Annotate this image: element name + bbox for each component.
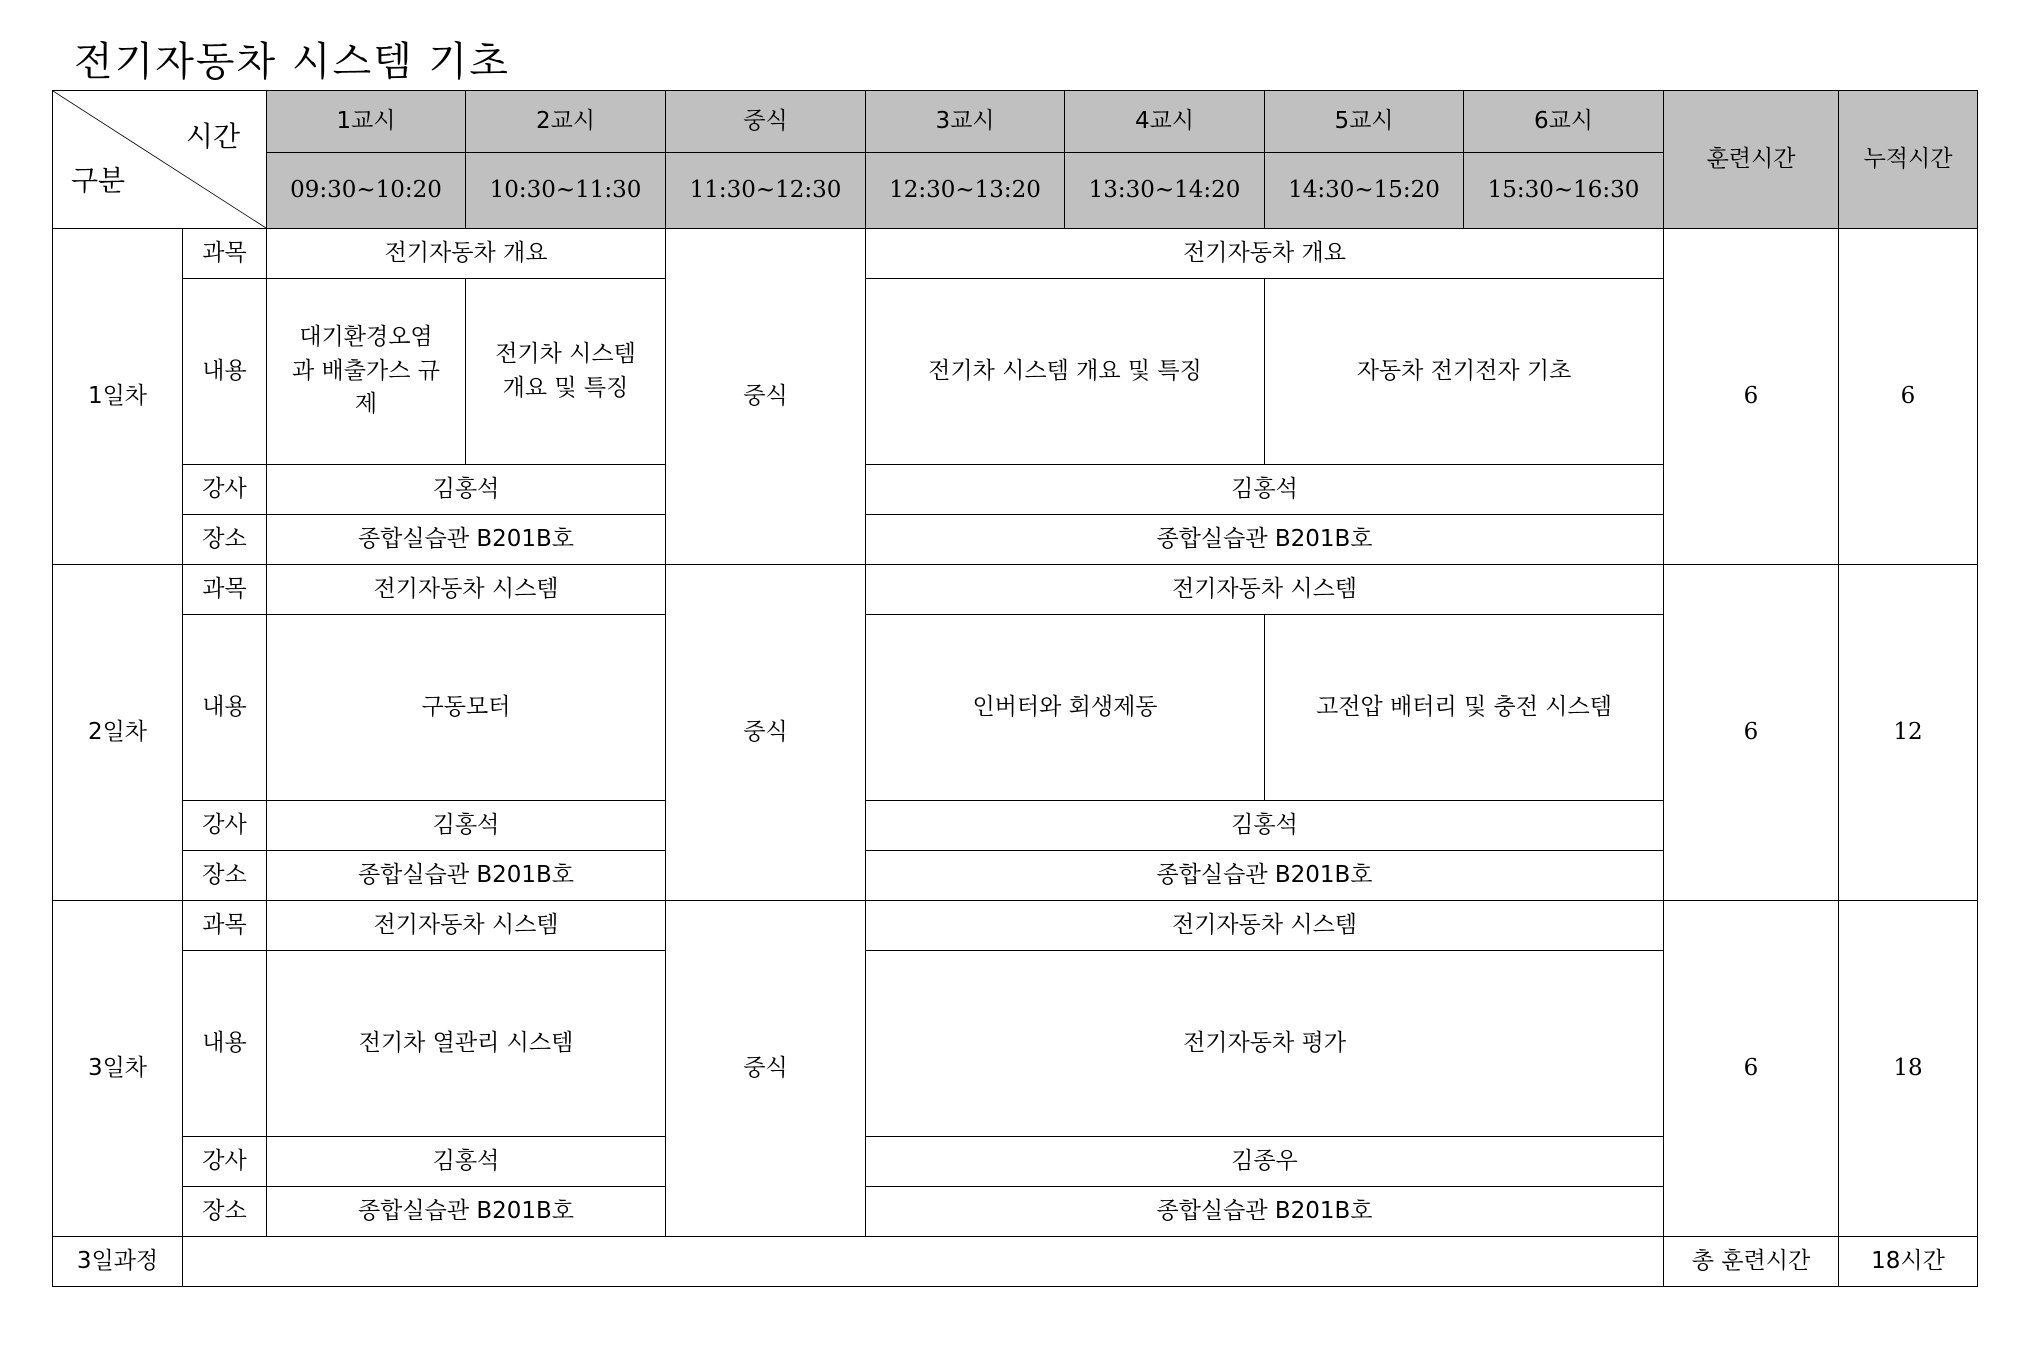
row-label-instructor: 강사 bbox=[183, 465, 267, 515]
pm-instructor: 김종우 bbox=[866, 1137, 1664, 1187]
period-time-6: 15:30~16:30 bbox=[1464, 153, 1664, 229]
period-time-3: 12:30~13:20 bbox=[866, 153, 1065, 229]
row-label-subject: 과목 bbox=[183, 229, 267, 279]
schedule-table bbox=[52, 90, 1978, 1287]
am-place: 종합실습관 B201B호 bbox=[267, 515, 666, 565]
period-name-4: 4교시 bbox=[1065, 91, 1265, 153]
period-name-6: 6교시 bbox=[1464, 91, 1664, 153]
pm-place: 종합실습관 B201B호 bbox=[866, 1187, 1664, 1237]
am-place: 종합실습관 B201B호 bbox=[267, 1187, 666, 1237]
period-time-lunch: 11:30~12:30 bbox=[666, 153, 866, 229]
row-label-instructor: 강사 bbox=[183, 801, 267, 851]
period-time-5: 14:30~15:20 bbox=[1265, 153, 1464, 229]
pm-content-2: 자동차 전기전자 기초 bbox=[1265, 279, 1664, 465]
period-time-2: 10:30~11:30 bbox=[466, 153, 666, 229]
am-instructor: 김홍석 bbox=[267, 465, 666, 515]
period-time-1: 09:30~10:20 bbox=[267, 153, 466, 229]
am-content-1: 대기환경오염 과 배출가스 규제 bbox=[267, 279, 466, 465]
pm-place: 종합실습관 B201B호 bbox=[866, 851, 1664, 901]
pm-content-1: 전기자동차 평가 bbox=[866, 951, 1664, 1137]
day-label: 3일차 bbox=[53, 901, 183, 1237]
period-name-lunch: 중식 bbox=[666, 91, 866, 153]
pm-content-1: 인버터와 회생제동 bbox=[866, 615, 1265, 801]
day-label: 1일차 bbox=[53, 229, 183, 565]
row-label-place: 장소 bbox=[183, 515, 267, 565]
pm-subject: 전기자동차 시스템 bbox=[866, 901, 1664, 951]
row-label-place: 장소 bbox=[183, 851, 267, 901]
period-name-5: 5교시 bbox=[1265, 91, 1464, 153]
am-subject: 전기자동차 시스템 bbox=[267, 565, 666, 615]
am-instructor: 김홍석 bbox=[267, 1137, 666, 1187]
pm-subject: 전기자동차 개요 bbox=[866, 229, 1664, 279]
diagonal-divider bbox=[53, 91, 266, 228]
period-name-1: 1교시 bbox=[267, 91, 466, 153]
pm-instructor: 김홍석 bbox=[866, 801, 1664, 851]
row-label-place: 장소 bbox=[183, 1187, 267, 1237]
course-length-cell: 3일과정 bbox=[53, 1237, 183, 1287]
pm-place: 종합실습관 B201B호 bbox=[866, 515, 1664, 565]
category-header-label: 구분 bbox=[71, 164, 126, 198]
am-subject: 전기자동차 시스템 bbox=[267, 901, 666, 951]
cumulative-hours-value: 12 bbox=[1839, 565, 1978, 901]
lunch-cell: 중식 bbox=[666, 565, 866, 901]
footer-blank-cell bbox=[183, 1237, 1664, 1287]
am-subject: 전기자동차 개요 bbox=[267, 229, 666, 279]
lunch-cell: 중식 bbox=[666, 229, 866, 565]
pm-content-1: 전기차 시스템 개요 및 특징 bbox=[866, 279, 1265, 465]
training-hours-value: 6 bbox=[1664, 229, 1839, 565]
period-name-2: 2교시 bbox=[466, 91, 666, 153]
am-content-2: 전기차 시스템 개요 및 특징 bbox=[466, 279, 666, 465]
cumulative-hours-value: 6 bbox=[1839, 229, 1978, 565]
day-label: 2일차 bbox=[53, 565, 183, 901]
training-hours-value: 6 bbox=[1664, 565, 1839, 901]
row-label-content: 내용 bbox=[183, 615, 267, 801]
time-header-label: 시간 bbox=[185, 120, 240, 153]
am-content-1: 구동모터 bbox=[267, 615, 666, 801]
row-label-subject: 과목 bbox=[183, 565, 267, 615]
period-name-3: 3교시 bbox=[866, 91, 1065, 153]
am-place: 종합실습관 B201B호 bbox=[267, 851, 666, 901]
pm-instructor: 김홍석 bbox=[866, 465, 1664, 515]
row-label-instructor: 강사 bbox=[183, 1137, 267, 1187]
am-content-1: 전기차 열관리 시스템 bbox=[267, 951, 666, 1137]
page-title: 전기자동차 시스템 기초 bbox=[74, 39, 510, 85]
training-hours-header: 훈련시간 bbox=[1664, 91, 1839, 229]
pm-content-2: 고전압 배터리 및 충전 시스템 bbox=[1265, 615, 1664, 801]
cumulative-hours-header: 누적시간 bbox=[1839, 91, 1978, 229]
row-label-subject: 과목 bbox=[183, 901, 267, 951]
am-instructor: 김홍석 bbox=[267, 801, 666, 851]
lunch-cell: 중식 bbox=[666, 901, 866, 1237]
total-hours-label: 총 훈련시간 bbox=[1664, 1237, 1839, 1287]
training-hours-value: 6 bbox=[1664, 901, 1839, 1237]
row-label-content: 내용 bbox=[183, 279, 267, 465]
row-label-content: 내용 bbox=[183, 951, 267, 1137]
period-time-4: 13:30~14:20 bbox=[1065, 153, 1265, 229]
corner-header-cell bbox=[53, 91, 267, 229]
pm-subject: 전기자동차 시스템 bbox=[866, 565, 1664, 615]
cumulative-hours-value: 18 bbox=[1839, 901, 1978, 1237]
total-hours-value: 18시간 bbox=[1839, 1237, 1978, 1287]
